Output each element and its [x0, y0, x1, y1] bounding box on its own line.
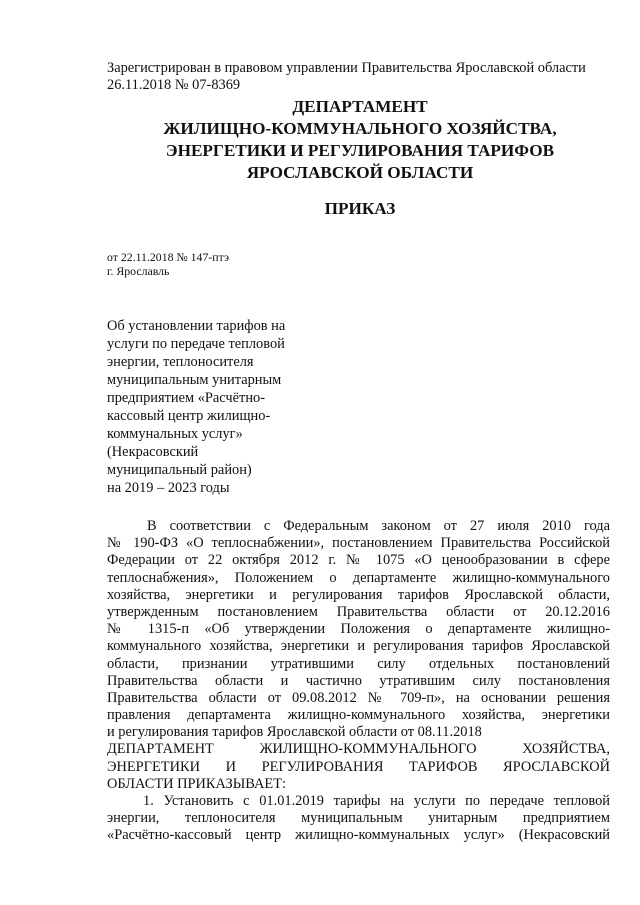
subject-line: энергии, теплоносителя	[107, 354, 254, 370]
registration-line-1: Зарегистрирован в правовом управлении Правительства Ярославской области	[107, 60, 586, 76]
subject-line: коммунальных услуг»	[107, 426, 243, 442]
subject-line: кассовый центр жилищно-	[107, 408, 271, 424]
preamble-line: Правительства области от 09.08.2012 № 709-п», на основании решения	[107, 689, 610, 706]
department-line-3: ЭНЕРГЕТИКИ И РЕГУЛИРОВАНИЯ ТАРИФОВ	[165, 141, 555, 160]
preamble-line: В соответствии с Федеральным законом от 27 июля 2010 года	[147, 518, 610, 534]
preamble-line: области, признании утратившими силу отдельных постановлений	[107, 655, 610, 672]
item-1-line: энергии, теплоносителя муниципальным унитарным предприятием	[107, 810, 610, 827]
preamble-line: утвержденным постановлением Правительства области от 20.12.2016	[107, 603, 610, 620]
order-title: ПРИКАЗ	[324, 199, 396, 218]
subject-line: муниципальный район)	[107, 462, 252, 478]
preamble-line: теплоснабжения», Положением о департаменте жилищно-коммунального	[107, 569, 610, 586]
subject-line: (Некрасовский	[107, 444, 199, 460]
registration-stamp	[107, 60, 627, 94]
order-meta	[107, 250, 229, 278]
preamble-line: хозяйства, энергетики и регулирования тарифов Ярославской области,	[107, 586, 610, 603]
department-header	[100, 96, 620, 184]
preamble-line: и регулирования тарифов Ярославской области от 08.11.2018	[107, 724, 482, 741]
order-subject	[107, 317, 337, 497]
order-body	[107, 518, 610, 845]
preamble-line: Правительства области и частично утратившим силу постановления	[107, 672, 610, 689]
subject-line: услуги по передаче тепловой	[107, 336, 285, 352]
decree-line: ДЕПАРТАМЕНТ ЖИЛИЩНО-КОММУНАЛЬНОГО ХОЗЯЙСТВА,	[107, 741, 610, 758]
decree-line: ОБЛАСТИ ПРИКАЗЫВАЕТ:	[107, 775, 286, 792]
order-city: г. Ярославль	[107, 264, 170, 278]
preamble-line: правления департамента жилищно-коммунального хозяйства, энергетики	[107, 707, 610, 724]
subject-line: предприятием «Расчётно-	[107, 390, 266, 406]
subject-line: на 2019 – 2023 годы	[107, 480, 230, 496]
preamble-line: Федерации от 22 октября 2012 г. № 1075 «О ценообразовании в сфере	[107, 552, 610, 569]
preamble-line: № 1315-п «Об утверждении Положения о департаменте жилищно-	[107, 621, 610, 638]
subject-line: муниципальным унитарным	[107, 372, 282, 388]
registration-line-2: 26.11.2018 № 07-8369	[107, 77, 241, 93]
item-1-line: 1. Установить с 01.01.2019 тарифы на услуги по передаче тепловой	[143, 793, 610, 809]
department-line-1: ДЕПАРТАМЕНТ	[292, 97, 428, 116]
order-date-number: от 22.11.2018 № 147-птэ	[107, 250, 230, 264]
department-line-2: ЖИЛИЩНО-КОММУНАЛЬНОГО ХОЗЯЙСТВА,	[163, 119, 557, 138]
preamble-line: коммунального хозяйства, энергетики и регулирования тарифов Ярославской	[107, 638, 610, 655]
subject-line: Об установлении тарифов на	[107, 318, 286, 334]
item-1-line: «Расчётно-кассовый центр жилищно-коммунальных услуг» (Некрасовский	[107, 827, 610, 844]
department-line-4: ЯРОСЛАВСКОЙ ОБЛАСТИ	[246, 163, 474, 182]
preamble-line: № 190-ФЗ «О теплоснабжении», постановлением Правительства Российской	[107, 535, 610, 552]
decree-line: ЭНЕРГЕТИКИ И РЕГУЛИРОВАНИЯ ТАРИФОВ ЯРОСЛАВСКОЙ	[107, 758, 610, 775]
